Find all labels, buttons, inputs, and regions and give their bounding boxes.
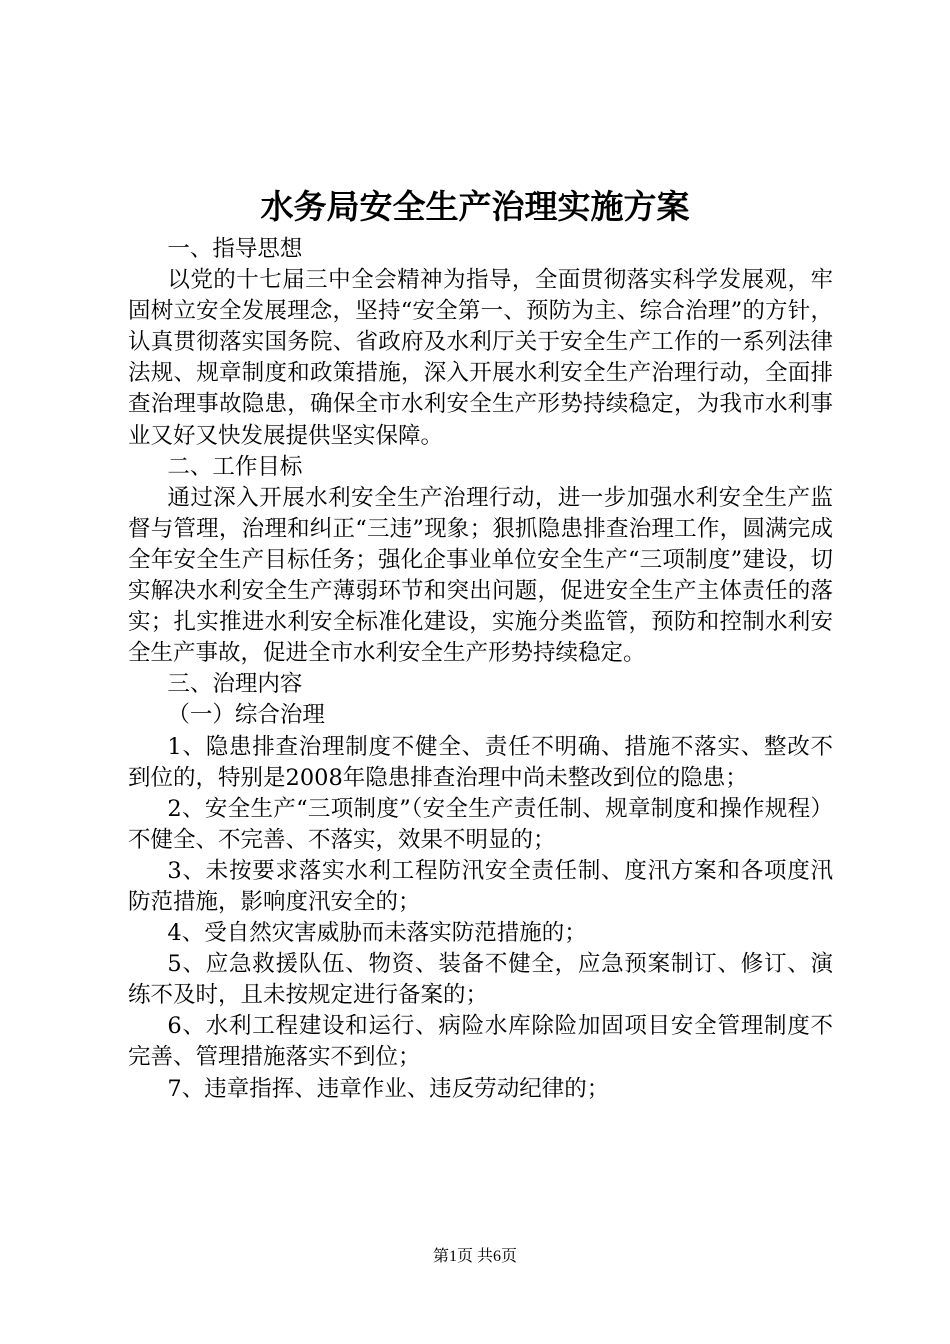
- list-item: 5、应急救援队伍、物资、装备不健全，应急预案制订、修订、演练不及时，且未按规定进行备案的；: [128, 951, 833, 1009]
- document-title: 水务局安全生产治理实施方案: [260, 187, 690, 226]
- list-item: 2、安全生产“三项制度”（安全生产责任制、规章制度和操作规程）不健全、不完善、不落实，效果不明显的；: [128, 795, 833, 853]
- page-number: 第1页 共6页: [432, 1248, 517, 1265]
- list-item: 3、未按要求落实水利工程防汛安全责任制、度汛方案和各项度汛防范措施，影响度汛安全的；: [128, 857, 833, 915]
- section-heading: 三、治理内容: [167, 671, 303, 698]
- list-item: 4、受自然灾害威胁而未落实防范措施的；: [167, 920, 587, 947]
- document-body: [128, 234, 833, 1105]
- section-heading: 一、指导思想: [167, 236, 303, 262]
- paragraph: 以党的十七届三中全会精神为指导，全面贯彻落实科学发展观，牢固树立安全发展理念，坚持“安全第一、预防为主、综合治理”的方针，认真贯彻落实国务院、省政府及水利厅关于安全生产工作的一系列法律法规、规章制度和政策措施，深入开展水利安全生产治理行动，全面排查治理事故隐患，确保全市水利安全生产形势持续稳定，为我市水利事业又好又快发展提供坚实保障。: [128, 267, 833, 449]
- list-item: 1、隐患排查治理制度不健全、责任不明确、措施不落实、整改不到位的，特别是2008年隐患排查治理中尚未整改到位的隐患；: [128, 733, 833, 791]
- list-item: 6、水利工程建设和运行、病险水库除险加固项目安全管理制度不完善、管理措施落实不到位；: [128, 1013, 833, 1071]
- section-heading: 二、工作目标: [167, 453, 303, 480]
- subsection-heading: （一）综合治理: [167, 702, 325, 729]
- paragraph: 通过深入开展水利安全生产治理行动，进一步加强水利安全生产监督与管理，治理和纠正“三违”现象；狠抓隐患排查治理工作，圆满完成全年安全生产目标任务；强化企事业单位安全生产“三项制度”建设，切实解决水利安全生产薄弱环节和突出问题，促进安全生产主体责任的落实；扎实推进水利安全标准化建设，实施分类监管，预防和控制水利安全生产事故，促进全市水利安全生产形势持续稳定。: [128, 484, 833, 667]
- list-item: 7、违章指挥、违章作业、违反劳动纪律的；: [167, 1075, 610, 1102]
